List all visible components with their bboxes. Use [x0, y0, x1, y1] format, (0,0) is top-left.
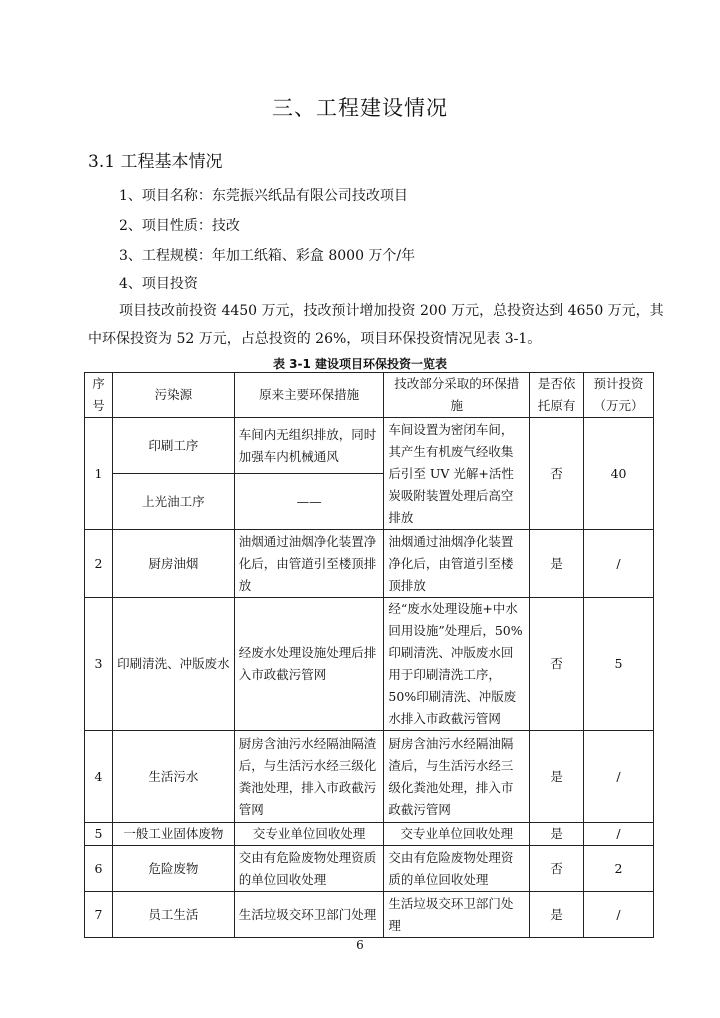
header-no: 序号 [85, 373, 113, 418]
investment-paragraph-line1: 项目技改前投资 4450 万元，技改预计增加投资 200 万元，总投资达到 4650 万元，其 [119, 303, 664, 319]
section-title: 3.1 工程基本情况 [88, 152, 223, 172]
table-row [85, 892, 654, 938]
row-source: 印刷工序 [112, 418, 234, 474]
row-new-measure: 油烟通过油烟净化装置净化后，由管道引至楼顶排放 [384, 530, 530, 598]
table-row [85, 846, 654, 892]
row-no: 7 [85, 892, 113, 938]
row-original-measure: 生活垃圾交环卫部门处理 [234, 892, 384, 938]
row-source: 一般工业固体废物 [112, 823, 234, 846]
row-new-measure: 厨房含油污水经隔油隔渣后，与生活污水经三级化粪池处理，排入市政截污管网 [384, 731, 530, 823]
row-rely: 否 [530, 598, 584, 731]
investment-paragraph-line2: 中环保投资为 52 万元，占总投资的 26%，项目环保投资情况见表 3-1。 [88, 331, 542, 347]
item-project-investment: 4、项目投资 [119, 276, 198, 292]
table-row [85, 823, 654, 846]
row-new-measure: 车间设置为密闭车间，其产生有机废气经收集后引至 UV 光解+活性炭吸附装置处理后高空排放 [384, 418, 530, 530]
row-rely: 否 [530, 846, 584, 892]
row-source: 上光油工序 [112, 474, 234, 530]
row-original-measure: 经废水处理设施处理后排入市政截污管网 [234, 598, 384, 731]
item-project-nature: 2、项目性质：技改 [119, 218, 240, 234]
row-investment: / [584, 530, 654, 598]
row-new-measure: 交专业单位回收处理 [384, 823, 530, 846]
row-source: 厨房油烟 [112, 530, 234, 598]
row-rely: 是 [530, 530, 584, 598]
row-original-measure: —— [234, 474, 384, 530]
row-new-measure: 生活垃圾交环卫部门处理 [384, 892, 530, 938]
row-investment: 5 [584, 598, 654, 731]
row-no: 4 [85, 731, 113, 823]
row-original-measure: 厨房含油污水经隔油隔渣后，与生活污水经三级化粪池处理，排入市政截污管网 [234, 731, 384, 823]
header-original-measures: 原来主要环保措施 [234, 373, 384, 418]
table-caption: 表 3-1 建设项目环保投资一览表 [272, 357, 448, 371]
table-row [85, 530, 654, 598]
row-source: 生活污水 [112, 731, 234, 823]
table-row [85, 731, 654, 823]
item-project-name: 1、项目名称：东莞振兴纸品有限公司技改项目 [119, 188, 408, 204]
row-investment: 40 [584, 418, 654, 530]
row-new-measure: 交由有危险废物处理资质的单位回收处理 [384, 846, 530, 892]
row-investment: / [584, 823, 654, 846]
row-investment: / [584, 892, 654, 938]
row-new-measure: 经“废水处理设施+中水回用设施”处理后，50%印刷清洗、冲版废水回用于印刷清洗工序，50%印刷清洗、冲版废水排入市政截污管网 [384, 598, 530, 731]
row-no: 1 [85, 418, 113, 530]
row-source: 印刷清洗、冲版废水 [112, 598, 234, 731]
table-header-row [85, 373, 654, 418]
row-original-measure: 油烟通过油烟净化装置净化后，由管道引至楼顶排放 [234, 530, 384, 598]
header-estimated-investment: 预计投资（万元） [584, 373, 654, 418]
page-number: 6 [356, 938, 364, 952]
header-pollution-source: 污染源 [112, 373, 234, 418]
row-no: 2 [85, 530, 113, 598]
row-source: 员工生活 [112, 892, 234, 938]
row-rely: 是 [530, 892, 584, 938]
row-rely: 是 [530, 823, 584, 846]
chapter-title: 三、工程建设情况 [272, 96, 448, 120]
row-original-measure: 车间内无组织排放，同时加强车内机械通风 [234, 418, 384, 474]
header-new-measures: 技改部分采取的环保措施 [384, 373, 530, 418]
row-rely: 是 [530, 731, 584, 823]
row-investment: / [584, 731, 654, 823]
investment-table [84, 372, 654, 938]
header-rely-original: 是否依托原有 [530, 373, 584, 418]
table-row [85, 418, 654, 474]
row-no: 3 [85, 598, 113, 731]
row-no: 6 [85, 846, 113, 892]
item-project-scale: 3、工程规模：年加工纸箱、彩盒 8000 万个/年 [119, 248, 416, 264]
table-row [85, 598, 654, 731]
row-original-measure: 交专业单位回收处理 [234, 823, 384, 846]
row-source: 危险废物 [112, 846, 234, 892]
row-investment: 2 [584, 846, 654, 892]
row-rely: 否 [530, 418, 584, 530]
row-no: 5 [85, 823, 113, 846]
row-original-measure: 交由有危险废物处理资质的单位回收处理 [234, 846, 384, 892]
